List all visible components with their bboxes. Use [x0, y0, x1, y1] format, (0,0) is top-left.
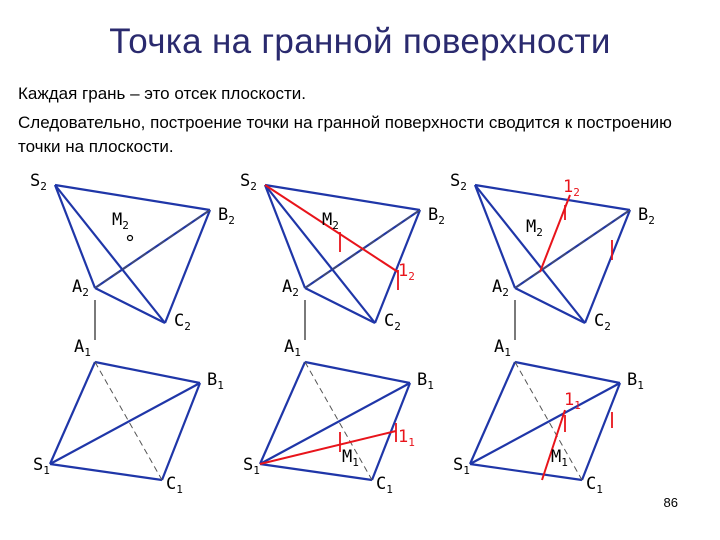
svg-text:B1: $B_1$: [417, 370, 434, 392]
svg-text:M1: $M_1$: [342, 447, 359, 469]
svg-text:S2: $S_2$: [240, 171, 257, 193]
svg-text:B1: $B_1$: [627, 370, 644, 392]
svg-text:M1: $M_1$: [551, 447, 568, 469]
labels-panel-3: [450, 171, 655, 496]
paragraph-2: Следовательно, построение точки на гранной поверхности сводится к построению точки на плоскости.: [18, 113, 672, 156]
svg-text:A2: $A_2$: [72, 277, 89, 299]
svg-text:M2: $M_2$: [112, 210, 129, 232]
point-M2-marker: [128, 236, 133, 241]
svg-text:S2: $S_2$: [450, 171, 467, 193]
construction-line-top: [260, 431, 396, 464]
svg-text:A2: $A_2$: [492, 277, 509, 299]
svg-text:B2: $B_2$: [638, 205, 655, 227]
svg-text:S1: $S_1$: [33, 455, 50, 477]
svg-text:S1: $S_1$: [453, 455, 470, 477]
svg-text:S1: $S_1$: [243, 455, 260, 477]
label-S: S: [30, 171, 41, 191]
svg-text:B1: $B_1$: [207, 370, 224, 392]
svg-text:C2: $C_2$: [174, 311, 191, 333]
slide-title: Точка на гранной поверхности: [109, 22, 611, 61]
svg-text:B2: $B_2$: [218, 205, 235, 227]
paragraph-1: Каждая грань – это отсек плоскости.: [18, 84, 307, 103]
svg-text:A1: $A_1$: [74, 337, 91, 359]
svg-text:M2: $M_2$: [322, 210, 339, 232]
svg-text:12: $1_2$: [398, 261, 415, 283]
svg-text:S2: $S_2$: [30, 171, 47, 193]
svg-text:C1: $C_1$: [166, 474, 183, 496]
svg-text:A1: $A_1$: [494, 337, 511, 359]
svg-text:B2: $B_2$: [428, 205, 445, 227]
svg-text:12: $1_2$: [563, 177, 580, 199]
svg-text:C1: $C_1$: [376, 474, 393, 496]
construction-line-top: [542, 410, 565, 480]
svg-text:A1: $A_1$: [284, 337, 301, 359]
svg-text:C2: $C_2$: [384, 311, 401, 333]
labels-panel-1: [30, 171, 235, 496]
svg-text:C2: $C_2$: [594, 311, 611, 333]
svg-text:A2: $A_2$: [282, 277, 299, 299]
svg-text:11: $1_1$: [564, 390, 581, 412]
svg-text:C1: $C_1$: [586, 474, 603, 496]
svg-text:11: $1_1$: [398, 427, 415, 449]
svg-text:M2: $M_2$: [526, 217, 543, 239]
labels-panel-2: [240, 171, 445, 496]
page-number: 86: [663, 495, 678, 510]
